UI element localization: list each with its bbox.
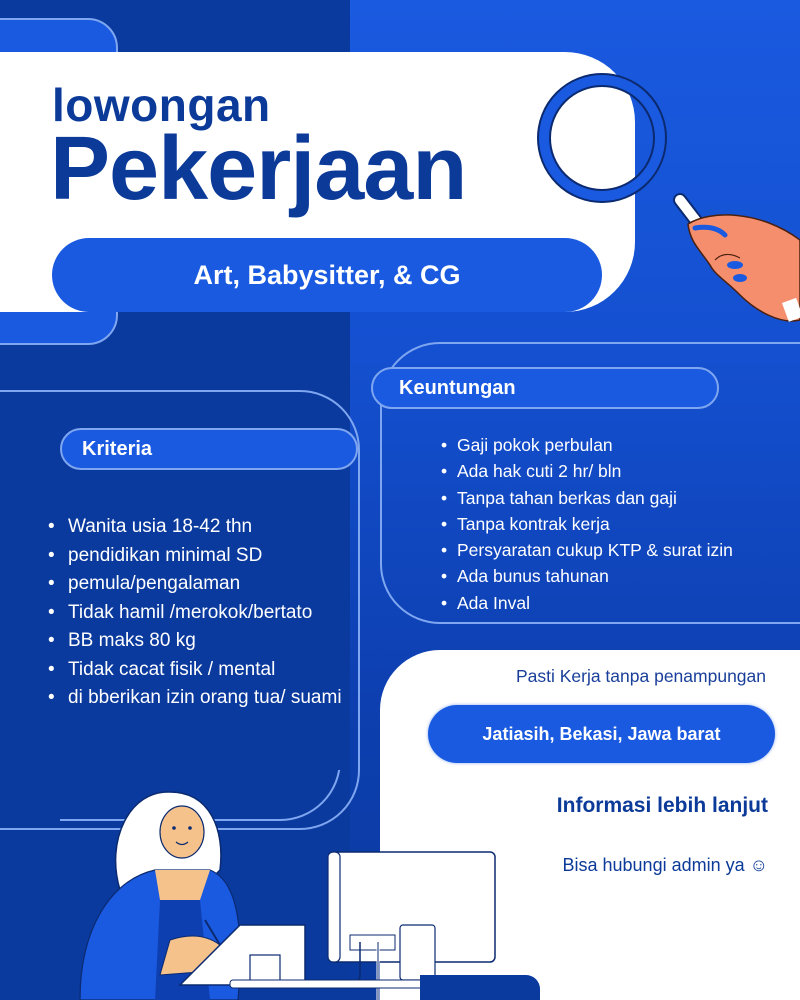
kriteria-item: • pendidikan minimal SD [48,542,348,571]
keuntungan-item: • Tanpa tahan berkas dan gaji [441,485,791,511]
kriteria-item: • Wanita usia 18-42 thn [48,513,348,542]
desk-surface [420,975,540,1000]
title-small: lowongan [52,79,271,131]
kriteria-label-text: Kriteria [82,437,153,460]
kriteria-item: • BB maks 80 kg [48,627,348,656]
kriteria-label [60,428,358,470]
keuntungan-item: • Ada bunus tahunan [441,563,791,589]
kriteria-item: • pemula/pengalaman [48,570,348,599]
keuntungan-label [371,367,719,409]
keuntungan-list [441,432,791,616]
keuntungan-item: • Ada Inval [441,590,791,616]
kriteria-item: • Tidak hamil /merokok/bertato [48,599,348,628]
positions-pill: Art, Babysitter, & CG [52,238,602,312]
magnifying-glass-icon [530,70,800,330]
keuntungan-item: • Persyaratan cukup KTP & surat izin [441,537,791,563]
woman-at-desk-illustration [60,770,530,1000]
keuntungan-item: • Gaji pokok perbulan [441,432,791,458]
keuntungan-item: • Ada hak cuti 2 hr/ bln [441,458,791,484]
title-big: Pekerjaan [50,119,467,219]
kriteria-list [48,513,348,713]
contact-text: Bisa hubungi admin ya ☺ [562,855,768,875]
kriteria-item: • di bberikan izin orang tua/ suami [48,684,348,713]
info-tagline: Pasti Kerja tanpa penampungan [515,666,766,686]
info-heading: Informasi lebih lanjut [556,794,768,817]
keuntungan-item: • Tanpa kontrak kerja [441,511,791,537]
keuntungan-label-text: Keuntungan [399,376,516,399]
location-pill: Jatiasih, Bekasi, Jawa barat [428,705,775,763]
kriteria-item: • Tidak cacat fisik / mental [48,656,348,685]
